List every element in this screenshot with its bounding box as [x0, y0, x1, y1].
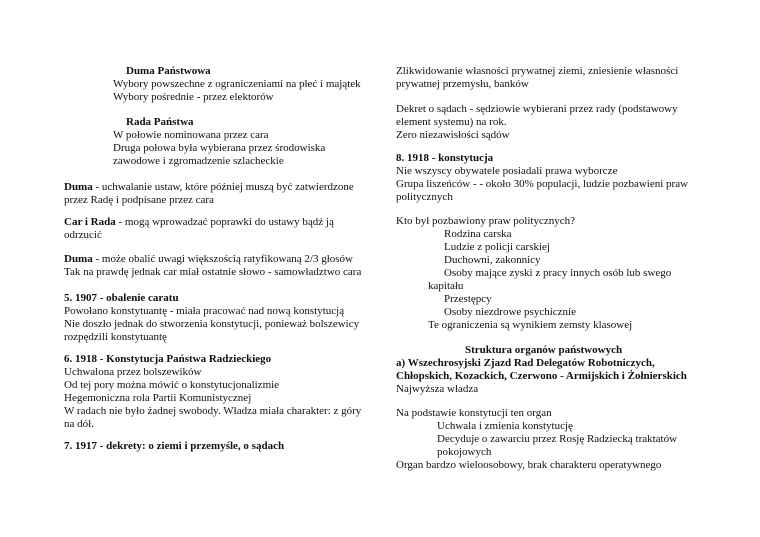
decree-line-2: prywatnej przemysłu, banków [396, 78, 529, 90]
rada-line-2: Druga połowa była wybierana przez środowiska [113, 142, 326, 154]
decree-line-4: element systemu) na rok. [396, 116, 507, 128]
duma-line-1: Wybory powszechne z ograniczeniami na płeć i majątek [113, 78, 361, 90]
section-5-line-2: Nie doszło jednak do stworzenia konstytucji, ponieważ bolszewicy [64, 318, 360, 330]
duma-veto-text: - może obalić uwagi większością ratyfikowaną 2/3 głosów [92, 253, 353, 265]
list-item: Osoby niezdrowe psychicznie [444, 306, 576, 318]
section-6-line-4: W radach nie było żadnej swobody. Władza miała charakter: z góry [64, 405, 362, 417]
decree-line-3: Dekret o sądach - sędziowie wybierani przez rady (podstawowy [396, 103, 678, 115]
car-rada-text: - mogą wprowadzać poprawki do ustawy bądź ją [115, 216, 334, 228]
section-6-line-2: Od tej pory można mówić o konstytucjonalizmie [64, 379, 280, 391]
section-8-line-2: Grupa liszeńców - - około 30% populacji, ludzie pozbawieni praw [396, 178, 689, 190]
section-6-line-3: Hegemoniczna rola Partii Komunistycznej [64, 392, 252, 404]
decree-line-1: Zlikwidowanie własności prywatnej ziemi, zniesienie własności [396, 65, 679, 77]
list-item: Rodzina carska [444, 228, 512, 240]
rada-line-3: zawodowe i zgromadzenie szlacheckie [113, 155, 284, 167]
list-item-continuation: kapitału [428, 280, 464, 292]
list-item: Osoby mające zyski z pracy innych osób lub swego [444, 267, 672, 279]
duma-paragraph-line-2: przez Radę i podpisane przez cara [64, 194, 214, 206]
organ-description: Organ bardzo wieloosobowy, brak charakteru operatywnego [396, 459, 662, 471]
section-8-line-1: Nie wszyscy obywatele posiadali prawa wyborcze [396, 165, 618, 177]
structure-title: Struktura organów państwowych [465, 344, 623, 356]
section-5-line-3: rozpędzili konstytuantę [64, 331, 167, 343]
duma-label: Duma [64, 181, 93, 193]
section-7-heading: 7. 1917 - dekrety: o ziemi i przemyśle, o sądach [64, 440, 285, 452]
list-item: Duchowni, zakonnicy [444, 254, 541, 266]
question-line: Kto był pozbawiony praw politycznych? [396, 215, 576, 227]
list-item-continuation: pokojowych [437, 446, 492, 458]
congress-line-3: Najwyższa władza [396, 383, 479, 395]
duma-veto-label: Duma [64, 253, 93, 265]
section-5-line-1: Powołano konstytuantę - miała pracować nad nową konstytucją [64, 305, 345, 317]
congress-line-1: a) Wszechrosyjski Zjazd Rad Delegatów Robotniczych, [396, 357, 655, 369]
car-rada-paragraph-line-2: odrzucić [64, 229, 102, 241]
decree-line-5: Zero niezawisłości sądów [396, 129, 510, 141]
rada-title: Rada Państwa [126, 116, 194, 128]
list-item: Ludzie z policji carskiej [444, 241, 550, 253]
section-8-line-3: politycznych [396, 191, 453, 203]
duma-veto-paragraph [64, 253, 353, 266]
list-item: Decyduje o zawarciu przez Rosję Radziecką traktatów [437, 433, 678, 445]
duma-title: Duma Państwowa [126, 65, 211, 77]
section-8-heading: 8. 1918 - konstytucja [396, 152, 494, 164]
congress-line-2: Chłopskich, Kozackich, Czerwono - Armijskich i Żołnierskich [396, 370, 687, 382]
duma-line-2: Wybory pośrednie - przez elektorów [113, 91, 274, 103]
rada-line-1: W połowie nominowana przez cara [113, 129, 269, 141]
duma-text: - uchwalanie ustaw, które później muszą być zatwierdzone [92, 181, 354, 193]
section-6-heading: 6. 1918 - Konstytucja Państwa Radzieckiego [64, 353, 272, 365]
section-5-heading: 5. 1907 - obalenie caratu [64, 292, 179, 304]
list-item: Przestępcy [444, 293, 492, 305]
car-rada-paragraph [64, 216, 334, 229]
duma-veto-line-2: Tak na prawdę jednak car miał ostatnie słowo - samowładztwo cara [64, 266, 362, 278]
list-item: Uchwala i zmienia konstytucję [437, 420, 573, 432]
section-6-line-5: na dół. [64, 418, 94, 430]
constitution-organ-line: Na podstawie konstytucji ten organ [396, 407, 552, 419]
section-6-line-1: Uchwalona przez bolszewików [64, 366, 202, 378]
restriction-note: Te ograniczenia są wynikiem zemsty klasowej [428, 319, 633, 331]
duma-paragraph [64, 181, 354, 194]
car-rada-label: Car i Rada [64, 216, 116, 228]
